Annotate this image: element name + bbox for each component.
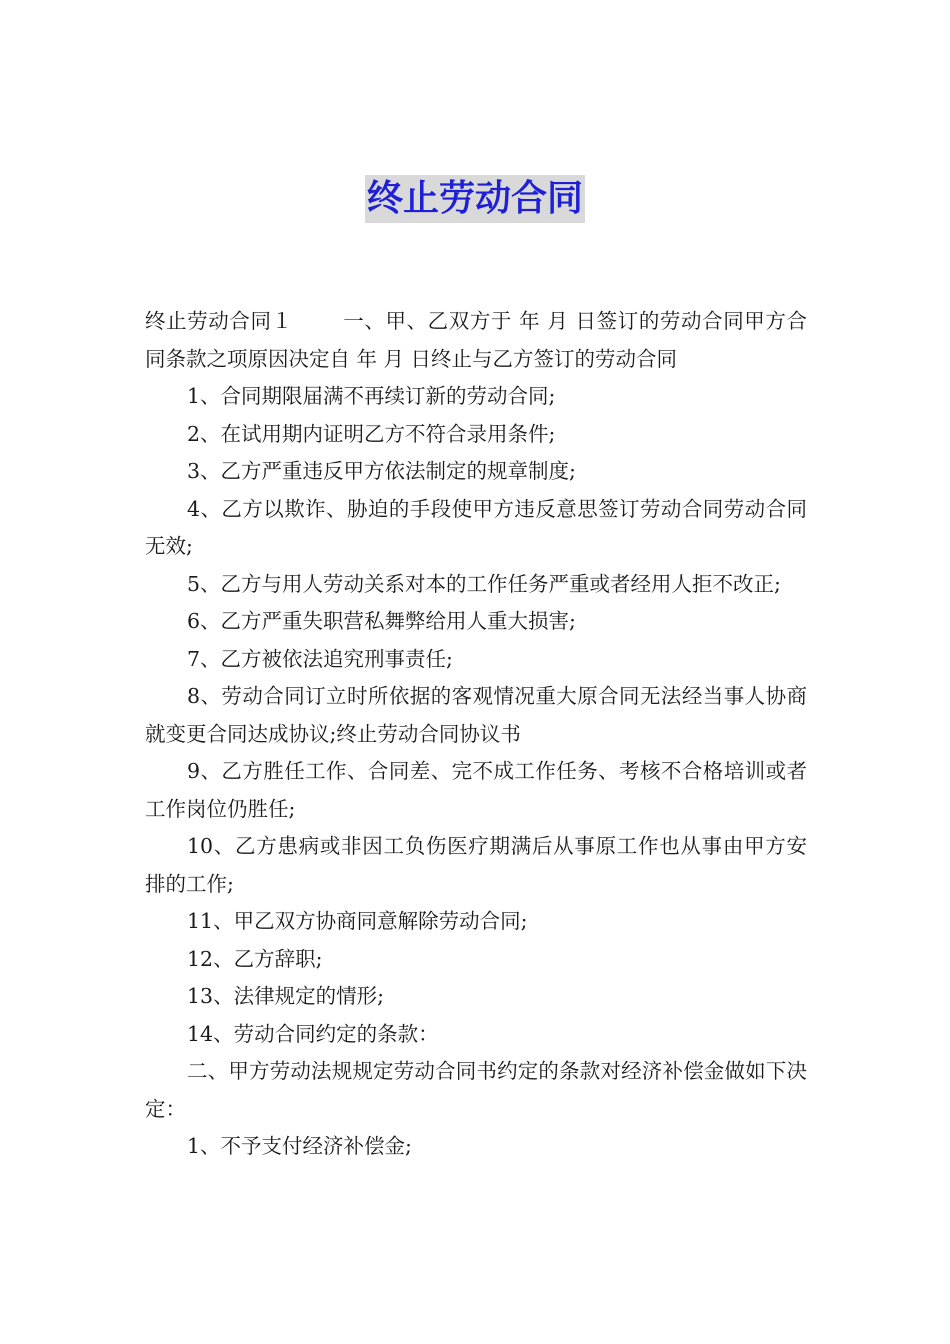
paragraph: 2、在试用期内证明乙方不符合录用条件;: [187, 421, 556, 446]
paragraph: 5、乙方与用人劳动关系对本的工作任务严重或者经用人拒不改正;: [187, 571, 781, 596]
paragraph: 二、甲方劳动法规规定劳动合同书约定的条款对经济补偿金做如下决定：: [145, 1059, 807, 1121]
paragraph: 1、不予支付经济补偿金;: [187, 1134, 412, 1158]
document-body: [145, 303, 807, 1166]
paragraph: 8、劳动合同订立时所依据的客观情况重大原合同无法经当事人协商就变更合同达成协议;终止劳动合同协议书: [145, 684, 807, 746]
paragraph: 4、乙方以欺诈、胁迫的手段使甲方违反意思签订劳动合同劳动合同无效;: [145, 496, 807, 558]
paragraph: 3、乙方严重违反甲方依法制定的规章制度;: [187, 459, 576, 483]
paragraph: 6、乙方严重失职营私舞弊给用人重大损害;: [187, 609, 576, 633]
paragraph: 1、合同期限届满不再续订新的劳动合同;: [187, 384, 556, 408]
paragraph: 14、劳动合同约定的条款：: [187, 1021, 439, 1046]
paragraph: 9、乙方胜任工作、合同差、完不成工作任务、考核不合格培训或者工作岗位仍胜任;: [145, 759, 807, 821]
title-block: [0, 175, 950, 223]
intro-text: 一、甲、乙双方于 年 月 日签订的劳动合同甲方合同条款之项原因决定自 年 月 日终止与乙方签订的劳动合同: [145, 309, 807, 371]
paragraph: 7、乙方被依法追究刑事责任;: [187, 646, 453, 671]
paragraph: 13、法律规定的情形;: [187, 984, 384, 1008]
paragraph: 11、甲乙双方协商同意解除劳动合同;: [187, 909, 528, 933]
intro-paragraph: [145, 303, 807, 378]
paragraph: 12、乙方辞职;: [187, 946, 323, 971]
document-title: 终止劳动合同: [365, 175, 585, 223]
paragraph: 10、乙方患病或非因工负伤医疗期满后从事原工作也从事由甲方安排的工作;: [145, 834, 807, 896]
intro-lead: 终止劳动合同１: [145, 309, 293, 333]
